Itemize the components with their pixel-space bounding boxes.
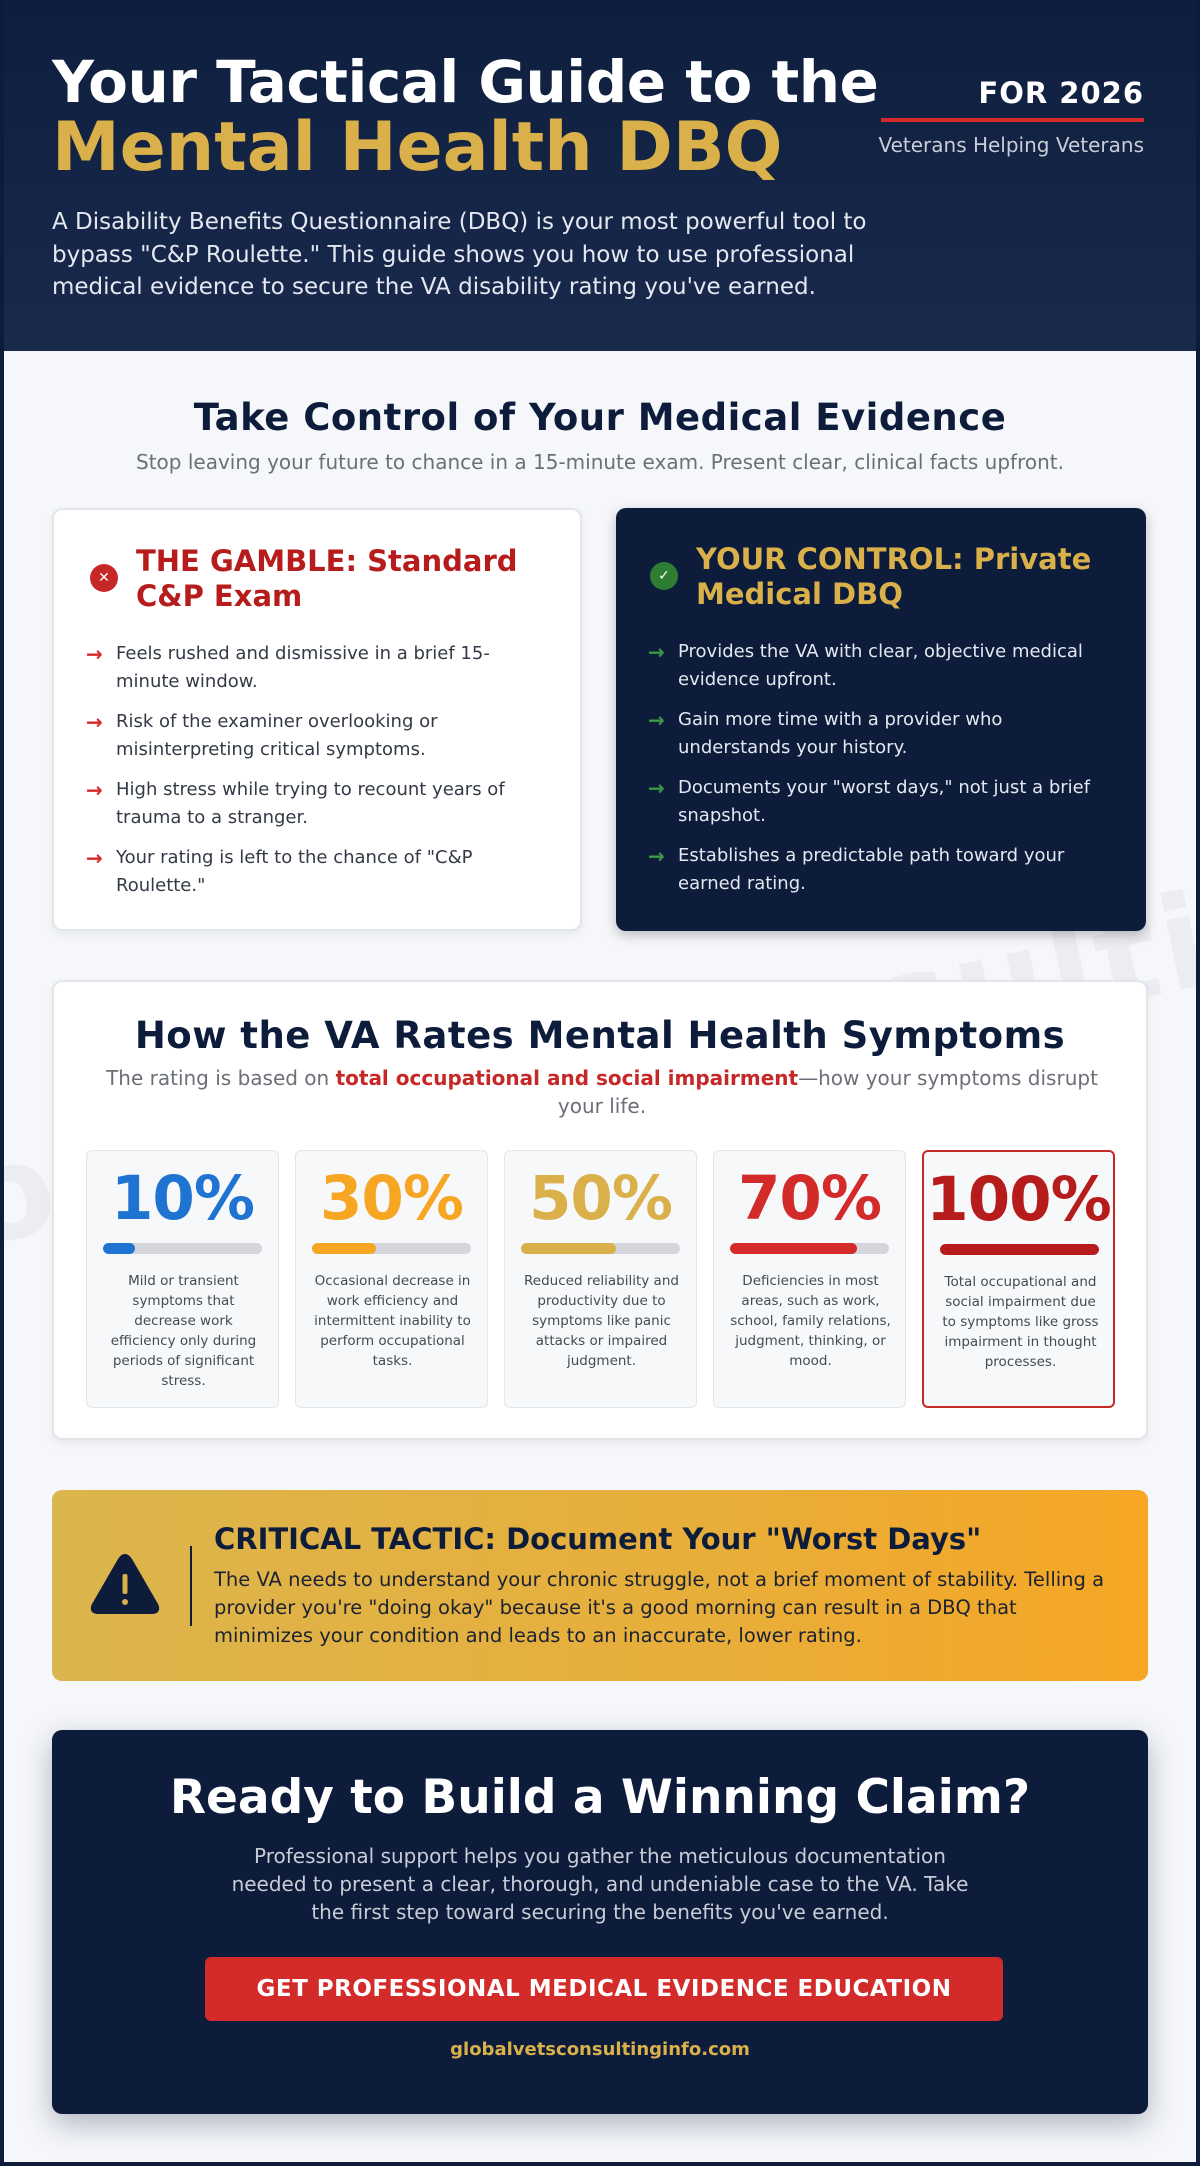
gamble-card-title: THE GAMBLE: Standard C&P Exam (136, 544, 518, 613)
list-item: → Your rating is left to the chance of "C&P Roulette." (86, 846, 473, 896)
control-list (648, 638, 1108, 910)
list-item: → Feels rushed and dismissive in a brief 15-minute window. (86, 642, 490, 692)
tier-description: Occasional decrease in work efficiency and intermittent inability to perform occupational tasks. (314, 1273, 471, 1369)
critical-tactic-banner (52, 1490, 1148, 1681)
arrow-right-icon: → (648, 640, 665, 664)
ratings-panel (52, 980, 1148, 1440)
tier-level-fill (940, 1244, 1099, 1255)
arrow-right-icon: → (86, 846, 103, 870)
section-title-control: Take Control of Your Medical Evidence (193, 396, 1007, 439)
tier-percent: 10% (110, 1163, 254, 1234)
ratings-title: How the VA Rates Mental Health Symptoms (134, 1014, 1066, 1057)
tagline: Veterans Helping Veterans (878, 133, 1144, 157)
cta-panel (52, 1730, 1148, 2114)
page-frame (4, 0, 1196, 2162)
intro-paragraph: A Disability Benefits Questionnaire (DBQ) is your most powerful tool to bypass "C&P Roulette." This guide shows you how to use professional medical evidence to secure the VA disability rating you've earned. (52, 209, 867, 300)
tier-description: Reduced reliability and productivity due to symptoms like panic attacks or impaired judgment. (524, 1273, 679, 1369)
tier-percent: 70% (737, 1163, 881, 1234)
x-circle-icon: ✕ (90, 564, 118, 592)
tier-percent: 30% (319, 1163, 463, 1234)
arrow-right-icon: → (86, 710, 103, 734)
tier-level-fill (312, 1243, 376, 1254)
tier-level-bar (103, 1243, 262, 1254)
cta-button[interactable]: GET PROFESSIONAL MEDICAL EVIDENCE EDUCATION (205, 1957, 1003, 2021)
cta-body: Professional support helps you gather the meticulous documentation needed to present a clear, thorough, and undeniable case to the VA. Take the first step toward securing the benefits you've earned. (231, 1844, 969, 1924)
arrow-right-icon: → (648, 708, 665, 732)
tactic-body: The VA needs to understand your chronic struggle, not a brief moment of stability. Telling a provider you're "doing okay" because it's a good morning can result in a DBQ that minimizes your condition and leads to an inaccurate, lower rating. (214, 1568, 1105, 1647)
tier-level-fill (521, 1243, 616, 1254)
arrow-right-icon: → (648, 776, 665, 800)
arrow-right-icon: → (86, 778, 103, 802)
tier-level-fill (730, 1243, 857, 1254)
arrow-right-icon: → (648, 844, 665, 868)
tier-description: Mild or transient symptoms that decrease work efficiency only during periods of significant stress. (110, 1273, 257, 1389)
tactic-title: CRITICAL TACTIC: Document Your "Worst Days" (214, 1522, 982, 1556)
warning-triangle-icon (88, 1550, 162, 1616)
tier-level-bar (521, 1243, 680, 1254)
tier-level-bar (312, 1243, 471, 1254)
list-item: → Establishes a predictable path toward your earned rating. (648, 844, 1065, 894)
arrow-right-icon: → (86, 642, 103, 666)
tier-description: Total occupational and social impairment due to symptoms like gross impairment in thought processes. (942, 1274, 1099, 1370)
list-item: → Gain more time with a provider who understands your history. (648, 708, 1003, 758)
tier-level-bar (730, 1243, 889, 1254)
rating-tier-10 (86, 1150, 279, 1408)
hero-header (4, 0, 1196, 351)
control-card-title: YOUR CONTROL: Private Medical DBQ (696, 542, 1092, 611)
list-item: → High stress while trying to recount years of trauma to a stranger. (86, 778, 505, 828)
ratings-subtitle: The rating is based on total occupational and social impairment—how your symptoms disrupt your life. (106, 1066, 1098, 1118)
list-item: → Provides the VA with clear, objective medical evidence upfront. (648, 640, 1083, 690)
cta-title: Ready to Build a Winning Claim? (169, 1770, 1031, 1825)
rating-tier-70 (713, 1150, 906, 1408)
rating-tier-50 (504, 1150, 697, 1408)
ratings-subtitle-highlight: total occupational and social impairment (335, 1066, 799, 1090)
control-card (616, 508, 1146, 931)
tier-percent: 50% (528, 1163, 672, 1234)
tier-level-fill (103, 1243, 135, 1254)
tier-description: Deficiencies in most areas, such as work, school, family relations, judgment, thinking, or mood. (730, 1273, 891, 1369)
list-item: → Risk of the examiner overlooking or misinterpreting critical symptoms. (86, 710, 438, 760)
website-link[interactable]: globalvetsconsultinginfo.com (450, 2039, 750, 2060)
year-label: FOR 2026 (978, 76, 1144, 110)
page-title-line2: Mental Health DBQ (52, 108, 783, 187)
gamble-card (52, 508, 582, 931)
tier-level-bar (940, 1244, 1099, 1255)
section-subtitle-control: Stop leaving your future to chance in a 15-minute exam. Present clear, clinical facts upfront. (136, 450, 1064, 474)
rating-tier-30 (295, 1150, 488, 1408)
rating-tier-100 (922, 1150, 1115, 1408)
tier-percent: 100% (926, 1164, 1111, 1235)
page-title-line1: Your Tactical Guide to the (52, 48, 879, 116)
tactic-divider (190, 1546, 192, 1626)
list-item: → Documents your "worst days," not just a brief snapshot. (648, 776, 1091, 826)
check-circle-icon: ✓ (650, 562, 678, 590)
gamble-list (86, 640, 546, 912)
header-accent-line (881, 118, 1144, 122)
